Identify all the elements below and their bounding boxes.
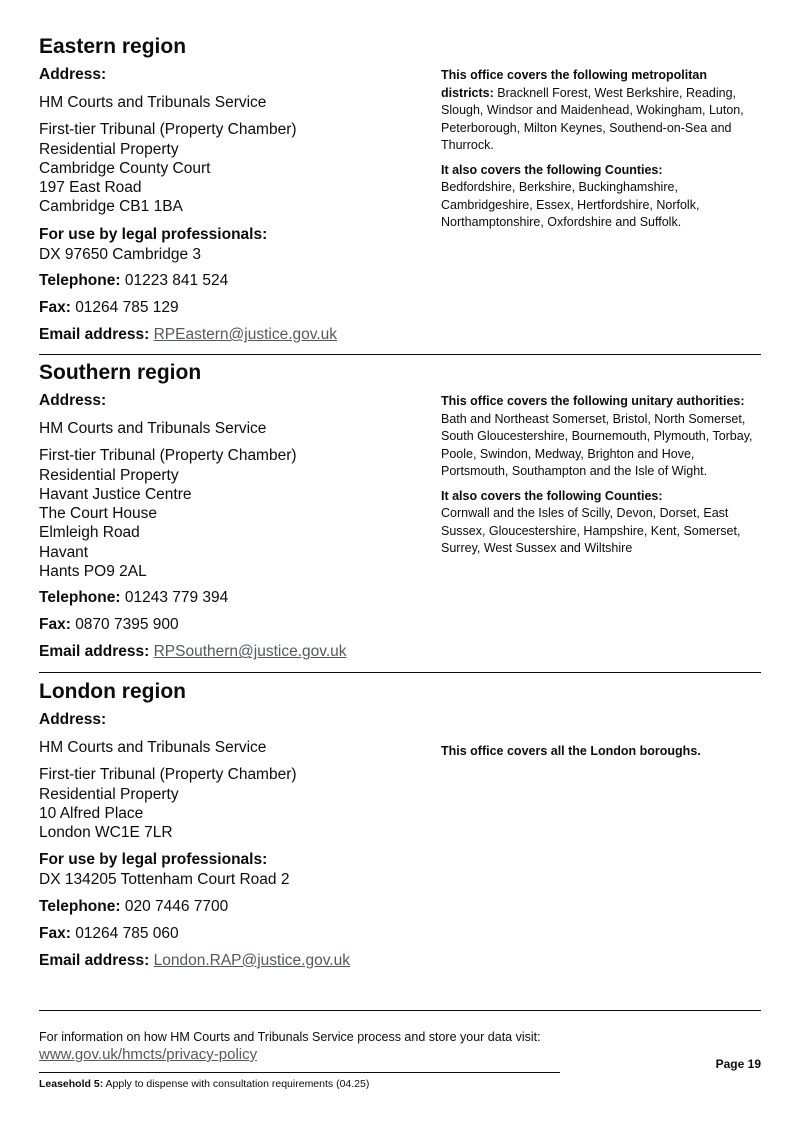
eastern-counties-text: Bedfordshire, Berkshire, Buckinghamshire, Cambridgeshire, Essex, Hertfordshire, Norfolk, Northamptonshire, Oxfordshire and Suffolk. xyxy=(441,180,700,229)
southern-org: HM Courts and Tribunals Service xyxy=(39,420,267,437)
london-region-section xyxy=(39,679,761,971)
london-region-heading: London region xyxy=(39,680,186,703)
eastern-address-line: 197 East Road xyxy=(39,179,142,197)
southern-address-line: The Court House xyxy=(39,505,158,523)
southern-counties xyxy=(441,488,761,558)
eastern-counties xyxy=(441,162,761,232)
southern-fax-label: Fax: xyxy=(39,616,71,634)
london-email-link[interactable]: London.RAP@justice.gov.uk xyxy=(153,951,350,969)
footer-divider xyxy=(39,1010,761,1011)
london-legal-label: For use by legal professionals: xyxy=(39,851,268,869)
london-telephone xyxy=(39,897,441,917)
form-reference-title: Apply to dispense with consultation requirements (04.25) xyxy=(105,1078,370,1090)
southern-address-label: Address: xyxy=(39,392,107,409)
southern-address-line: Havant Justice Centre xyxy=(39,485,192,503)
eastern-address-line: First-tier Tribunal (Property Chamber) xyxy=(39,121,297,139)
london-coverage xyxy=(441,743,761,761)
london-telephone-value: 020 7446 7700 xyxy=(124,897,229,915)
eastern-address-line: Residential Property xyxy=(39,140,179,158)
form-reference-label: Leasehold 5: xyxy=(39,1078,104,1090)
london-org: HM Courts and Tribunals Service xyxy=(39,739,267,756)
london-address-line: London WC1E 7LR xyxy=(39,824,173,842)
southern-telephone-label: Telephone: xyxy=(39,589,121,607)
eastern-covers-label: This office covers the following metropolitan districts: xyxy=(441,68,707,100)
southern-address-line: Havant xyxy=(39,543,89,561)
southern-address-line: Residential Property xyxy=(39,466,179,484)
london-address-line: 10 Alfred Place xyxy=(39,804,144,822)
eastern-region-heading: Eastern region xyxy=(39,35,187,58)
southern-telephone xyxy=(39,588,441,608)
page-number: Page 19 xyxy=(715,1057,761,1071)
southern-email xyxy=(39,642,441,662)
london-address-line: First-tier Tribunal (Property Chamber) xyxy=(39,766,297,784)
eastern-telephone-value: 01223 841 524 xyxy=(124,272,229,290)
london-fax-value: 01264 785 060 xyxy=(75,924,179,942)
southern-telephone-value: 01243 779 394 xyxy=(124,589,229,607)
southern-counties-label: It also covers the following Counties: xyxy=(441,488,663,503)
eastern-org: HM Courts and Tribunals Service xyxy=(39,94,267,111)
london-covers-label: This office covers all the London boroughs. xyxy=(441,744,701,758)
southern-coverage xyxy=(441,393,761,481)
southern-address-line: First-tier Tribunal (Property Chamber) xyxy=(39,447,297,465)
eastern-address-line: Cambridge County Court xyxy=(39,159,211,177)
divider xyxy=(39,354,761,355)
privacy-info-text: For information on how HM Courts and Tribunals Service process and store your data visit: xyxy=(39,1030,541,1044)
eastern-counties-label: It also covers the following Counties: xyxy=(441,162,663,177)
footer-divider-short xyxy=(39,1072,560,1073)
southern-region-heading: Southern region xyxy=(39,361,202,384)
southern-counties-text: Cornwall and the Isles of Scilly, Devon, Dorset, East Sussex, Gloucestershire, Hampshire, Kent, Somerset, Surrey, West Sussex and Wiltshire xyxy=(441,506,741,555)
southern-covers-text: Bath and Northeast Somerset, Bristol, North Somerset, South Gloucestershire, Bournemouth, Plymouth, Torbay, Poole, Swindon, Medway, Brighton and Hove, Portsmouth, Southampton and the Isle of Wight. xyxy=(441,411,753,478)
eastern-dx: DX 97650 Cambridge 3 xyxy=(39,245,201,263)
divider xyxy=(39,672,761,673)
eastern-address-line: Cambridge CB1 1BA xyxy=(39,198,183,216)
eastern-fax-value: 01264 785 129 xyxy=(75,299,179,317)
london-telephone-label: Telephone: xyxy=(39,897,121,915)
london-fax-label: Fax: xyxy=(39,924,71,942)
eastern-covers-text: Bracknell Forest, West Berkshire, Reading, Slough, Windsor and Maidenhead, Wokingham, Luton, Peterborough, Milton Keynes, Southend-on-Sea and Thurrock. xyxy=(441,85,744,152)
london-email-label: Email address: xyxy=(39,951,150,969)
eastern-fax xyxy=(39,298,441,318)
privacy-policy-link[interactable]: www.gov.uk/hmcts/privacy-policy xyxy=(39,1046,258,1063)
southern-address-line: Elmleigh Road xyxy=(39,524,140,542)
eastern-email-label: Email address: xyxy=(39,326,150,344)
privacy-info xyxy=(39,1029,639,1065)
london-address-line: Residential Property xyxy=(39,785,179,803)
eastern-email xyxy=(39,325,441,345)
eastern-coverage xyxy=(441,67,761,155)
eastern-email-link[interactable]: RPEastern@justice.gov.uk xyxy=(153,326,338,344)
eastern-region-section xyxy=(39,34,761,345)
southern-region-section xyxy=(39,360,761,662)
eastern-address xyxy=(39,120,441,216)
london-dx: DX 134205 Tottenham Court Road 2 xyxy=(39,871,290,889)
eastern-legal-label: For use by legal professionals: xyxy=(39,225,268,243)
eastern-fax-label: Fax: xyxy=(39,299,71,317)
southern-fax xyxy=(39,615,441,635)
southern-email-link[interactable]: RPSouthern@justice.gov.uk xyxy=(153,643,347,661)
london-address xyxy=(39,765,441,842)
southern-address-line: Hants PO9 2AL xyxy=(39,563,147,581)
london-email xyxy=(39,951,441,971)
eastern-telephone-label: Telephone: xyxy=(39,272,121,290)
southern-email-label: Email address: xyxy=(39,643,150,661)
london-address-label: Address: xyxy=(39,711,107,728)
london-fax xyxy=(39,924,441,944)
eastern-telephone xyxy=(39,271,441,291)
southern-address xyxy=(39,446,441,581)
eastern-address-label: Address: xyxy=(39,66,107,83)
southern-covers-label: This office covers the following unitary authorities: xyxy=(441,394,745,408)
southern-fax-value: 0870 7395 900 xyxy=(75,616,179,634)
form-reference xyxy=(39,1078,369,1090)
